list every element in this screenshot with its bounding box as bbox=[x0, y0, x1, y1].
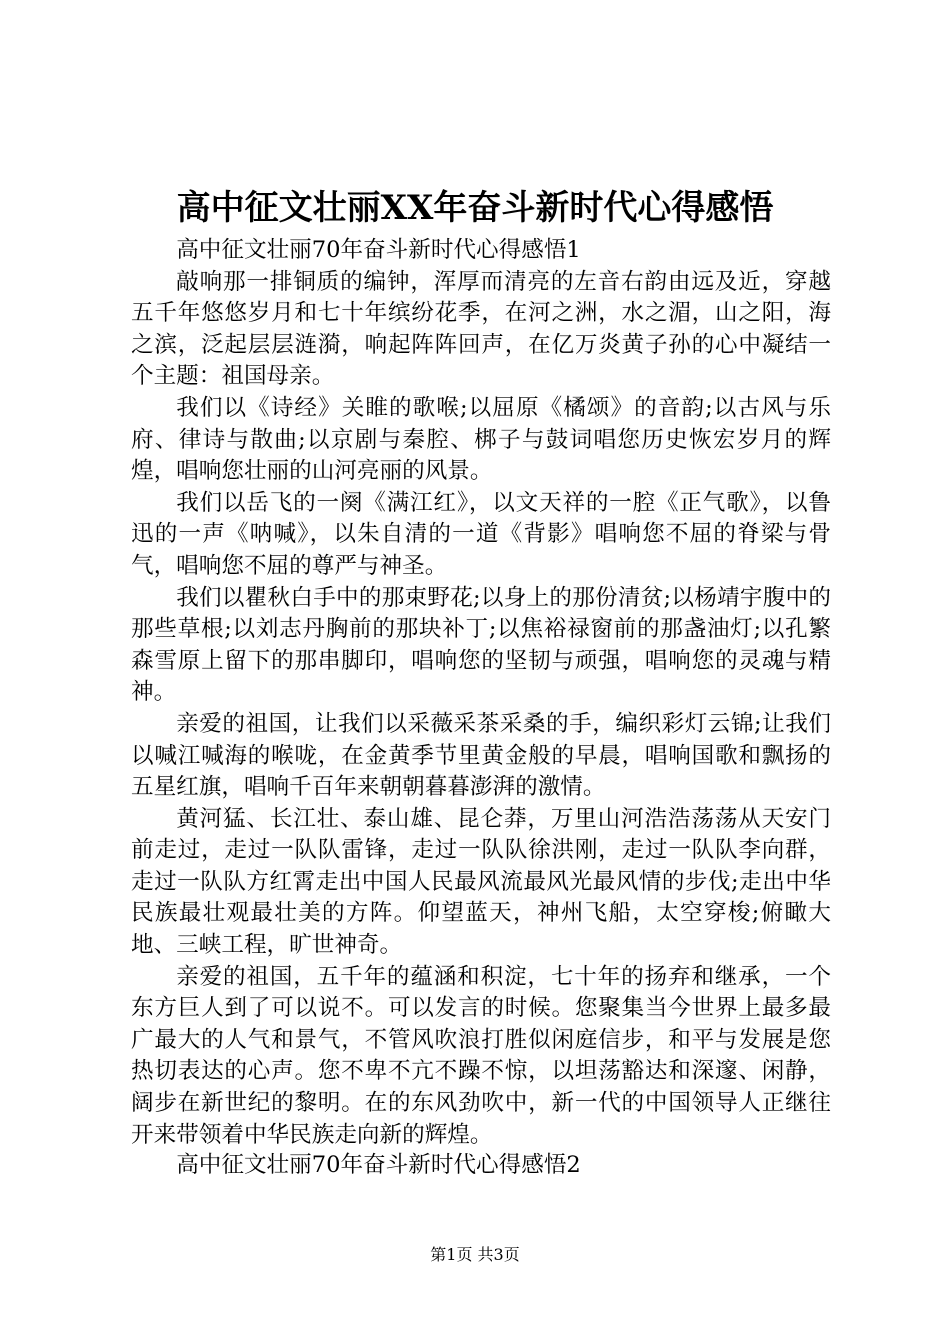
section-heading-1: 高中征文壮丽70年奋斗新时代心得感悟1 bbox=[176, 237, 581, 263]
paragraph: 我们以瞿秋白手中的那束野花;以身上的那份清贫;以杨靖宇腹中的那些草根;以刘志丹胸前的那块补丁;以焦裕禄窗前的那盏油灯;以孔繁森雪原上留下的那串脚印，唱响您的坚韧与顽强，唱响您的灵魂与精神。 bbox=[131, 584, 831, 706]
paragraph: 我们以岳飞的一阕《满江红》，以文天祥的一腔《正气歌》，以鲁迅的一声《呐喊》，以朱自清的一道《背影》唱响您不屈的脊梁与骨气，唱响您不屈的尊严与神圣。 bbox=[131, 489, 831, 579]
page-footer: 第1页 共3页 bbox=[430, 1245, 520, 1264]
document-body bbox=[131, 235, 831, 1151]
paragraph: 亲爱的祖国，让我们以采薇采茶采桑的手，编织彩灯云锦;让我们以喊江喊海的喉咙，在金黄季节里黄金般的早晨，唱响国歌和飘扬的五星红旗，唱响千百年来朝朝暮暮澎湃的激情。 bbox=[131, 710, 831, 801]
section-heading-2: 高中征文壮丽70年奋斗新时代心得感悟2 bbox=[176, 1152, 581, 1178]
paragraph: 黄河猛、长江壮、泰山雄、昆仑莽，万里山河浩浩荡荡从天安门前走过，走过一队队雷锋，走过一队队徐洪刚，走过一队队李向群，走过一队队方红霄走出中国人民最风流最风光最风情的步伐;走出中华民族最壮观最壮美的方阵。仰望蓝天，神州飞船，太空穿梭;俯瞰大地、三峡工程，旷世神奇。 bbox=[131, 805, 831, 959]
paragraph: 亲爱的祖国，五千年的蕴涵和积淀，七十年的扬弃和继承，一个东方巨人到了可以说不。可以发言的时候。您聚集当今世界上最多最广最大的人气和景气，不管风吹浪打胜似闲庭信步，和平与发展是您热切表达的心声。您不卑不亢不躁不惊，以坦荡豁达和深邃、闲静，阔步在新世纪的黎明。在的东风劲吹中，新一代的中国领导人正继往开来带领着中华民族走向新的辉煌。 bbox=[131, 963, 831, 1148]
document-title: 高中征文壮丽XX年奋斗新时代心得感悟 bbox=[176, 188, 774, 228]
paragraph: 我们以《诗经》关睢的歌喉;以屈原《橘颂》的音韵;以古风与乐府、律诗与散曲;以京剧与秦腔、梆子与鼓词唱您历史恢宏岁月的辉煌，唱响您壮丽的山河亮丽的风景。 bbox=[131, 394, 831, 485]
paragraph: 敲响那一排铜质的编钟，浑厚而清亮的左音右韵由远及近，穿越五千年悠悠岁月和七十年缤纷花季，在河之洲，水之湄，山之阳，海之滨，泛起层层涟漪，响起阵阵回声，在亿万炎黄子孙的心中凝结一个主题：祖国母亲。 bbox=[131, 268, 831, 390]
